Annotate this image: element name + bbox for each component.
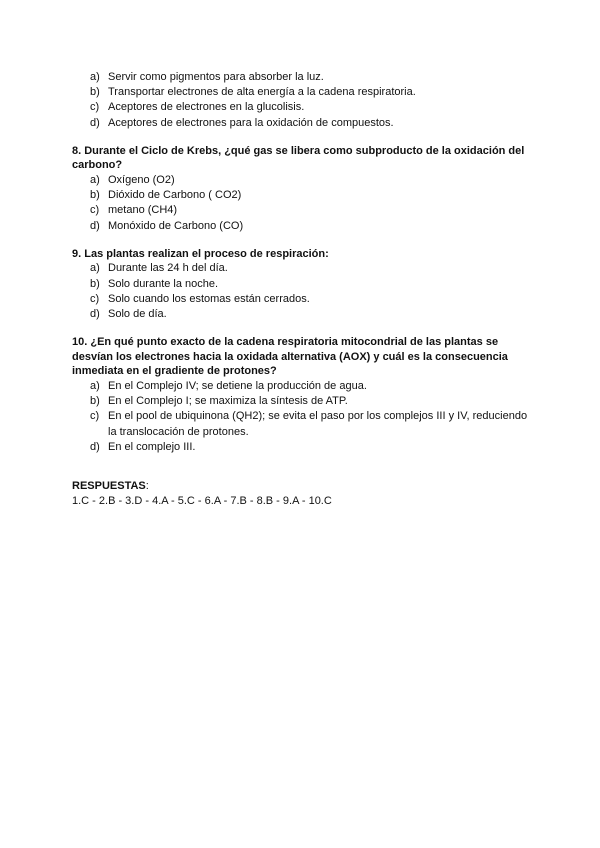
option-text: En el Complejo IV; se detiene la producción de agua. (108, 380, 367, 392)
option-letter: c) (90, 204, 100, 217)
option-letter: b) (90, 277, 100, 290)
option-letter: a) (90, 380, 100, 392)
question-options (72, 379, 532, 455)
option-row (72, 277, 532, 292)
option-row (72, 292, 532, 307)
option-row (72, 70, 532, 85)
option-row (72, 379, 532, 394)
option-row (72, 188, 532, 203)
option-text: Dióxido de Carbono ( CO2) (108, 189, 242, 202)
answer-key-section (72, 479, 532, 509)
option-text: Durante las 24 h del día. (108, 262, 228, 275)
option-text: En el pool de ubiquinona (QH2); se evita el paso por los complejos III y IV, reduciendo la translocación de protones. (108, 410, 528, 438)
option-row (72, 307, 532, 322)
option-text: Transportar electrones de alta energía a la cadena respiratoria. (108, 86, 416, 99)
option-letter: a) (90, 174, 100, 186)
option-text: Solo de día. (108, 308, 167, 321)
option-text: Solo cuando los estomas están cerrados. (108, 292, 310, 305)
option-letter: c) (90, 292, 100, 305)
question-options (72, 261, 532, 322)
option-row (72, 394, 532, 409)
continued-options (72, 70, 532, 131)
option-letter: d) (90, 308, 100, 321)
question-options (72, 173, 532, 234)
option-text: Servir como pigmentos para absorber la luz. (108, 71, 324, 83)
option-row (72, 409, 532, 439)
option-letter: c) (90, 410, 100, 423)
option-row (72, 173, 532, 188)
question-8 (72, 144, 532, 234)
page-content (72, 70, 532, 509)
option-letter: d) (90, 440, 100, 453)
option-letter: b) (90, 189, 100, 202)
answer-key-heading-line (72, 479, 532, 494)
answer-key: 1.C - 2.B - 3.D - 4.A - 5.C - 6.A - 7.B - 8.B - 9.A - 10.C (72, 495, 332, 508)
question-title: 8. Durante el Ciclo de Krebs, ¿qué gas se libera como subproducto de la oxidación del carbono? (72, 144, 525, 172)
option-row (72, 261, 532, 276)
option-row (72, 219, 532, 234)
option-letter: c) (90, 101, 100, 114)
option-text: En el Complejo I; se maximiza la síntesis de ATP. (108, 395, 348, 408)
option-letter: b) (90, 86, 100, 99)
option-letter: d) (90, 219, 100, 232)
option-row (72, 100, 532, 115)
question-10 (72, 335, 532, 455)
option-text: Aceptores de electrones en la glucolisis. (108, 101, 305, 114)
question-title: 10. ¿En qué punto exacto de la cadena respiratoria mitocondrial de las plantas se desvían los electrones hacia la oxidada alternativa (AOX) y cuál es la consecuencia inmediata en el gradiente de protones? (72, 336, 508, 378)
option-letter: a) (90, 71, 100, 83)
option-text: Oxígeno (O2) (108, 174, 175, 186)
option-text: En el complejo III. (108, 440, 196, 453)
option-row (72, 203, 532, 218)
option-row (72, 85, 532, 100)
option-text: metano (CH4) (108, 204, 178, 217)
answer-key-separator: : (145, 480, 149, 493)
question-title: 9. Las plantas realizan el proceso de respiración: (72, 247, 329, 260)
option-letter: a) (90, 262, 100, 275)
question-9 (72, 247, 532, 322)
option-text: Solo durante la noche. (108, 277, 219, 290)
option-row (72, 116, 532, 131)
option-text: Monóxido de Carbono (CO) (108, 219, 244, 232)
option-text: Aceptores de electrones para la oxidación de compuestos. (108, 116, 394, 129)
option-letter: b) (90, 395, 100, 408)
answer-key-heading: RESPUESTAS (72, 480, 146, 493)
option-letter: d) (90, 116, 100, 129)
option-row (72, 440, 532, 455)
